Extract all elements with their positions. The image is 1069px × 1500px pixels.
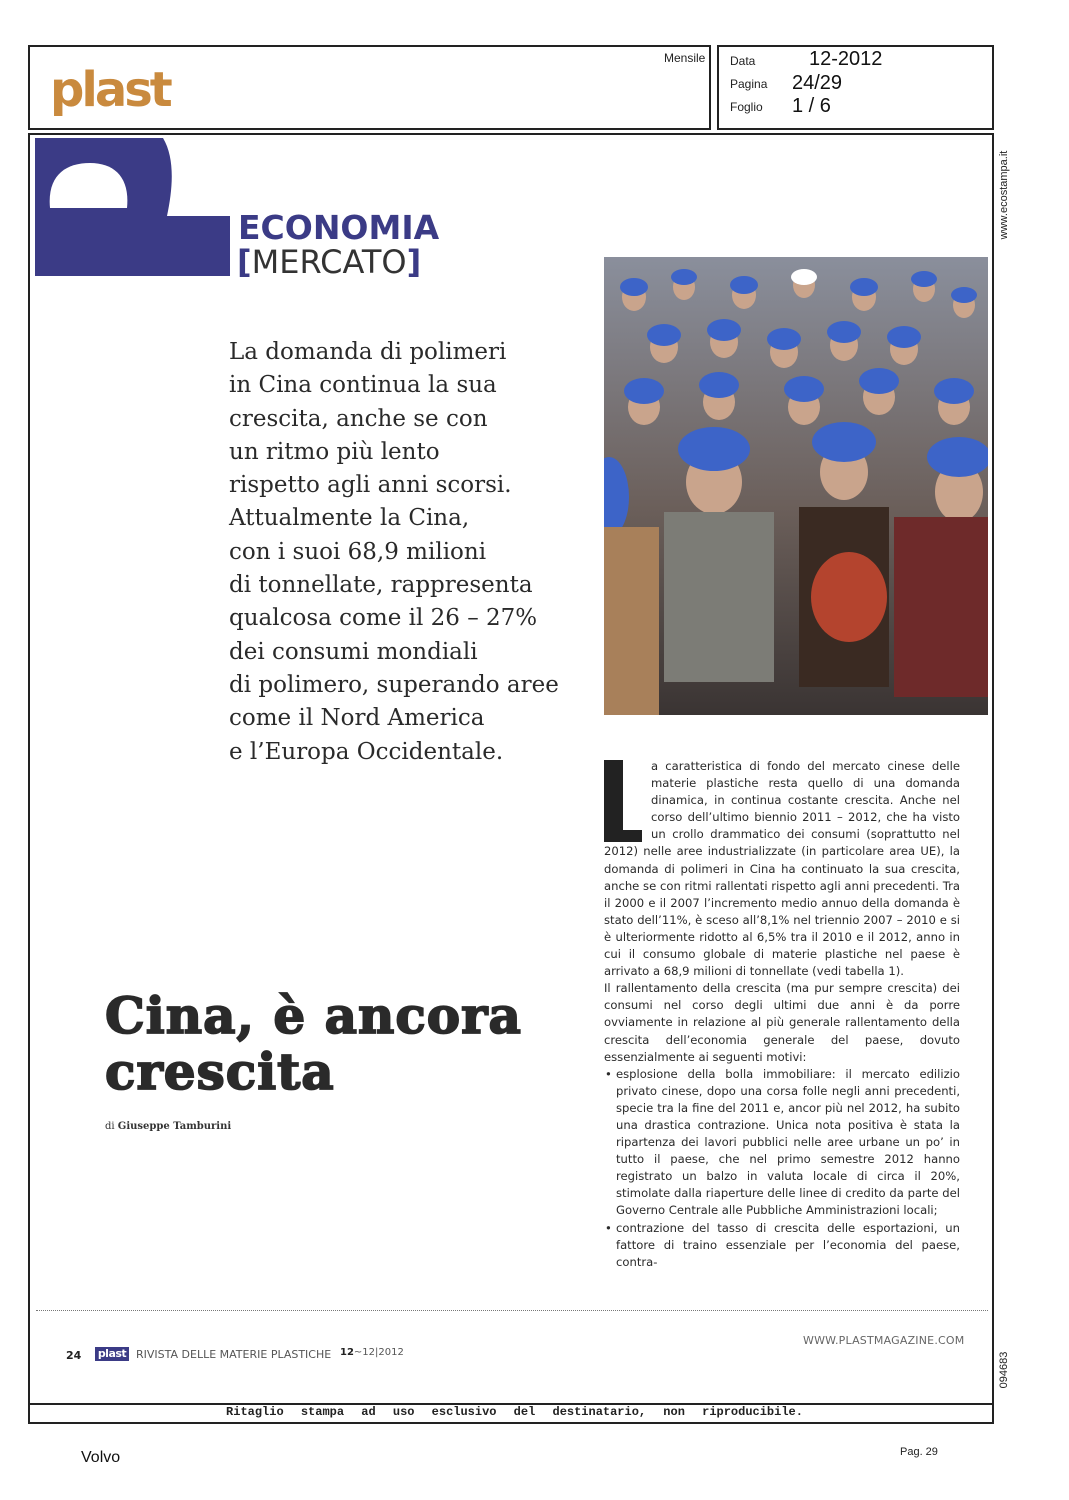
client-name: Volvo bbox=[81, 1449, 121, 1466]
article-headline: Cina, è ancora crescita bbox=[105, 986, 522, 1101]
foglio-value: 1 / 6 bbox=[792, 95, 831, 117]
clipping-page-number: Pag. 29 bbox=[900, 1446, 938, 1458]
section-title: ECONOMIA bbox=[238, 208, 440, 247]
magazine-name: RIVISTA DELLE MATERIE PLASTICHE bbox=[136, 1348, 332, 1361]
byline: di Giuseppe Tamburini bbox=[105, 1121, 232, 1132]
lead-paragraph: La domanda di polimeri in Cina continua la sua crescita, anche se con un ritmo più lento rispetto agli anni scorsi. Attualmente la Cina, con i suoi 68,9 milioni di tonnellate, rappresenta qualcosa come il 26 – 27% dei consumi mondiali di polimero, superando aree come il Nord America e l’Europa Occidentale. bbox=[229, 339, 559, 765]
list-item: • contrazione del tasso di crescita delle esportazioni, un fattore di traino essenziale per l’economia del paese, contra- bbox=[604, 1220, 960, 1271]
plast-logo: plast bbox=[50, 62, 170, 118]
mini-plast-logo: plast bbox=[95, 1347, 129, 1361]
data-label: Data bbox=[730, 54, 756, 68]
photo-illustration-icon bbox=[604, 257, 988, 715]
data-value: 12-2012 bbox=[809, 48, 883, 70]
body-paragraph: Il rallentamento della crescita (ma pur sempre crescita) dei consumi nel corso degli ultimi due anni è da porre ovviamente in relazione al più generale rallentamento della crescita dell’economia generale del paese, dovuto essenzialmente ai seguenti motivi: bbox=[604, 981, 960, 1064]
foglio-label: Foglio bbox=[730, 100, 763, 114]
footer-divider bbox=[36, 1310, 988, 1311]
frequency-label: Mensile bbox=[664, 51, 706, 65]
page-number: 24 bbox=[66, 1349, 82, 1362]
list-item: • esplosione della bolla immobiliare: il mercato edilizio privato cinese, dopo una corsa folle negli anni precedenti, specie tra la fine del 2011 e, ancor più nel 2012, ha subito una drastica contrazione. Unica nota positiva è stata la ripartenza dei lavori pubblici nelle aree urbane un po’ in tutto il paese, che nel primo semestre 2012 hanno registrato un balzo in valuta locale di circa il 20%, stimolate dalla riaperture delle linee di credito da parte del Governo Centrale alle Pubbliche Amministrazioni locali; bbox=[604, 1066, 960, 1220]
magazine-website: WWW.PLASTMAGAZINE.COM bbox=[803, 1334, 965, 1347]
body-paragraph: a caratteristica di fondo del mercato cinese delle materie plastiche resta quello di una domanda dinamica, in continua costante crescita. Anche nel corso dell’ultimo biennio 2011 – 2012, che ha visto un crollo drammatico dei consumi (soprattutto nel 2012) nelle aree industrializzate (in particolare area UE), la domanda di polimeri in Cina ha continuato la sua crescita, anche se con ritmi rallentati rispetto agli anni precedenti. Tra il 2000 e il 2007 l’incremento medio annuo della domanda è stato dell’11%, è sceso all’8,1% nel triennio 2007 – 2010 e si è ulteriormente ridotto al 6,5% tra il 2010 e il 2012, anno in cui il consumo globale di materie plastiche nel paese è arrivato a 68,9 milioni di tonnellate (vedi tabella 1). bbox=[604, 759, 960, 979]
ecostampa-url: www.ecostampa.it bbox=[998, 150, 1010, 240]
disclaimer-text: Ritaglio stampa ad uso esclusivo del destinatario, non riproducibile. bbox=[226, 1405, 803, 1419]
pagina-value: 24/29 bbox=[792, 72, 843, 94]
pagina-label: Pagina bbox=[730, 77, 768, 91]
section-p-logo-icon bbox=[35, 138, 230, 276]
clipping-code: 094683 bbox=[998, 1351, 1010, 1389]
author-name: Giuseppe Tamburini bbox=[117, 1121, 232, 1132]
section-subtitle: [MERCATO] bbox=[237, 243, 422, 281]
drop-cap-l bbox=[604, 760, 642, 842]
article-body bbox=[604, 758, 960, 1271]
issue-info: 12~12|2012 bbox=[340, 1347, 404, 1358]
workers-photo bbox=[604, 257, 988, 715]
reasons-list bbox=[604, 1066, 960, 1271]
